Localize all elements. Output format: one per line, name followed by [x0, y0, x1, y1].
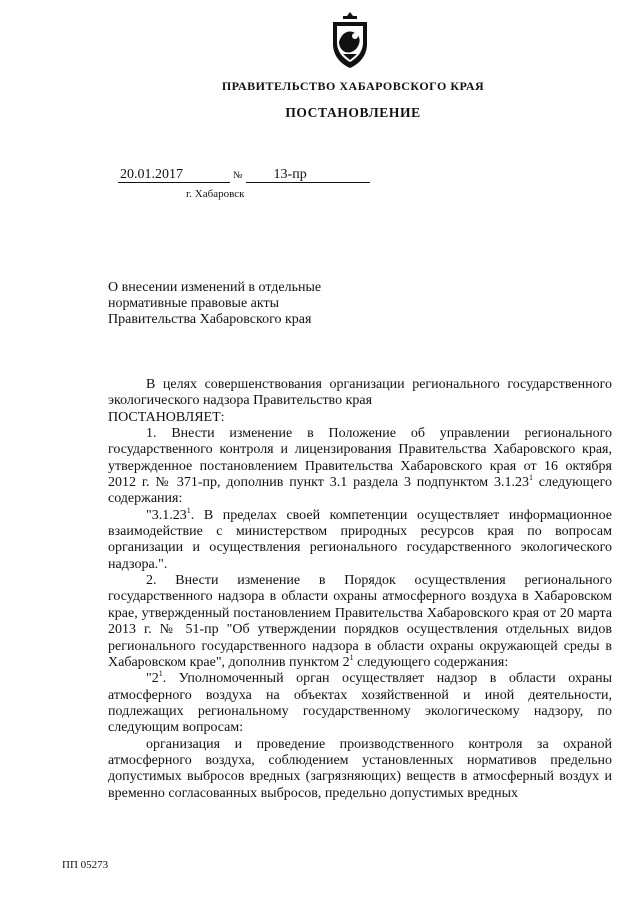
document-type-title: ПОСТАНОВЛЕНИЕ — [285, 105, 421, 120]
document-code: ПП 05273 — [62, 859, 109, 871]
decree-date: 20.01.2017 — [118, 167, 230, 183]
number-sign: № — [233, 170, 243, 181]
quote-1-paragraph: "3.1.23$^1$. В пределах своей компетенции осуществляет информационное взаимодействие с министерством природных ресурсов края по вопросам организации и осуществления регионального государственного экологического надзора.". — [108, 505, 612, 572]
government-name: ПРАВИТЕЛЬСТВО ХАБАРОВСКОГО КРАЯ — [221, 79, 485, 93]
item-2-paragraph: 2. Внести изменение в Порядок осуществления регионального государственного надзора в области охраны атмосферного воздуха в Хабаровском крае, утвержденный постановлением Правительства Хабаровского края от 20 марта 2013 г. № 51-пр "Об утверждении порядков осуществления отдельных видов регионального государственного надзора в области охраны окружающей среды в Хабаровском крае", дополнив пунктом $2^1$ следующего содержания: — [108, 573, 612, 670]
coat-of-arms-emblem — [325, 8, 375, 70]
sub-item-paragraph: организация и проведение производственного контроля за охраной атмосферного воздуха, соблюдением установленных нормативов предельно допустимых выбросов вредных (загрязняющих) веществ в атмосферный воздух и временно согласованных выбросов, предельно допустимых вредных — [108, 736, 612, 801]
intro-paragraph: В целях совершенствования организации регионального государственного экологического надзора Правительство края — [108, 377, 612, 409]
item-1-paragraph: 1. Внести изменение в Положение об управлении регионального государственного контроля и лицензирования Правительства Хабаровского края, утвержденное постановлением Правительства Хабаровского края от 16 октября 2012 г. № 371-пр, дополнив пункт 3.1 раздела 3 подпунктом 3.1.23$^1$ следующего содержания: — [108, 426, 613, 507]
decree-word: ПОСТАНОВЛЯЕТ: — [108, 409, 225, 425]
decree-body — [108, 377, 612, 802]
quote-2-paragraph: "$2^1$. Уполномоченный орган осуществляет надзор в области охраны атмосферного воздуха на объектах хозяйственной и иной деятельности, подлежащих региональному государственному экологическому надзору, по следующим вопросам: — [108, 669, 612, 736]
decree-number: 13-пр — [246, 167, 370, 183]
city-name: г. Хабаровск — [186, 188, 245, 200]
decree-subject: О внесении изменений в отдельные нормативные правовые акты Правительства Хабаровского края — [108, 280, 322, 327]
date-number-line — [118, 167, 370, 183]
